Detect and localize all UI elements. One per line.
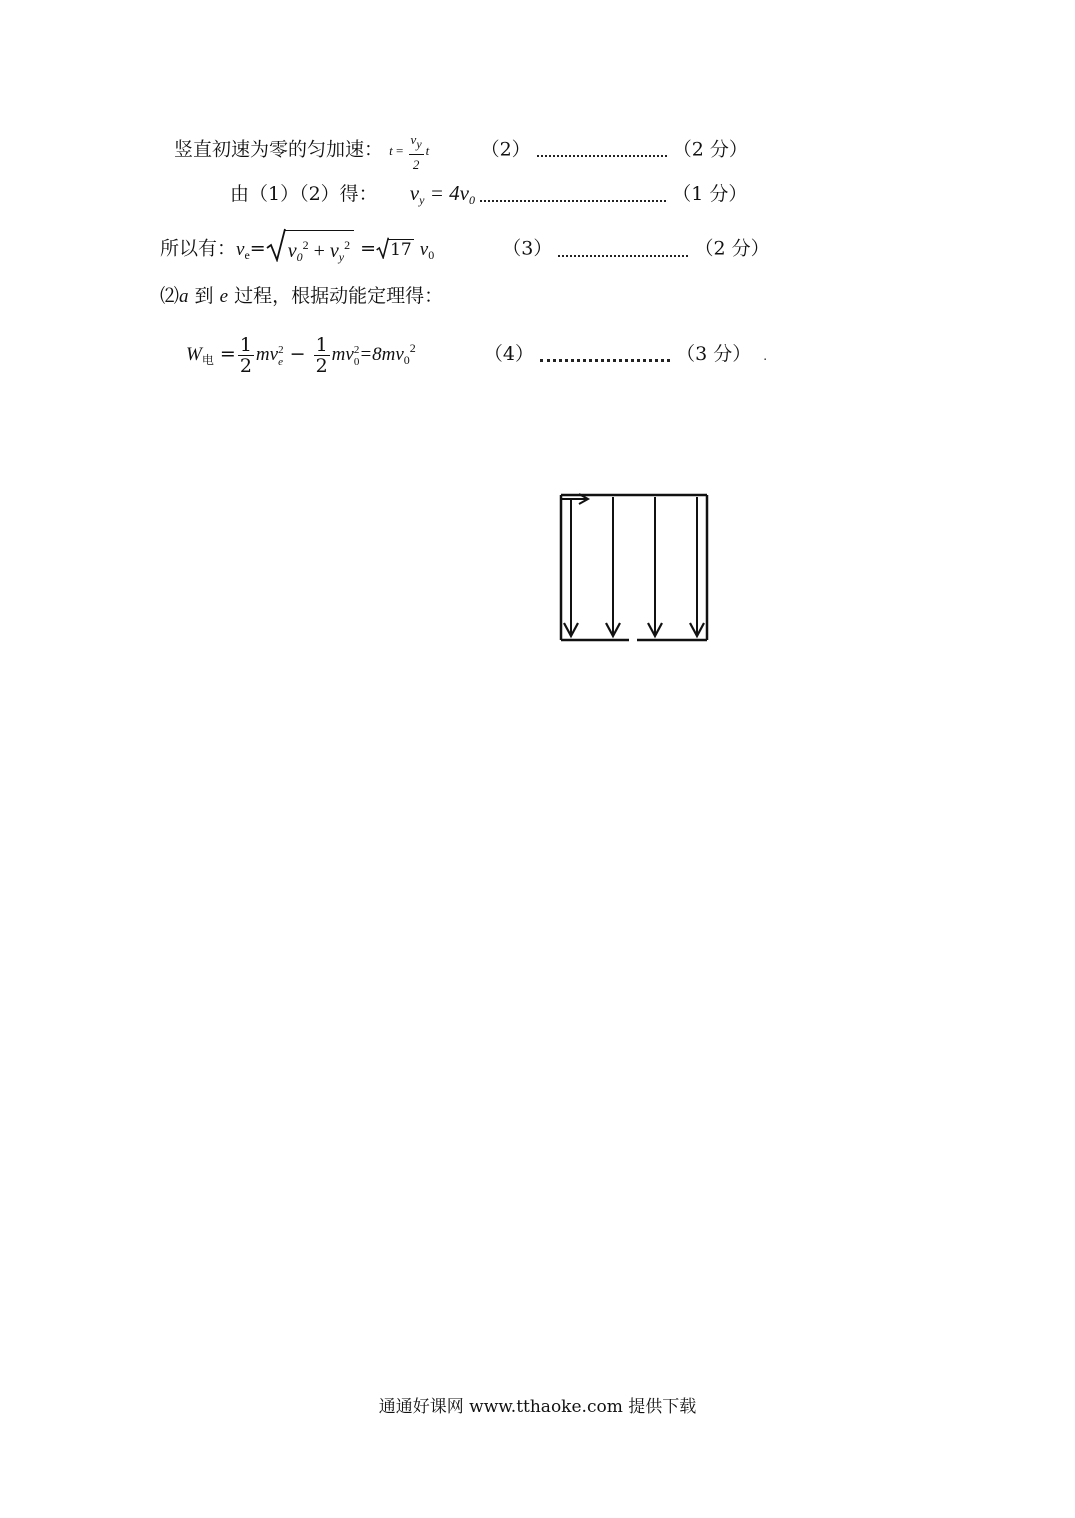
eq-v2-sub: 0 [468, 193, 475, 207]
electric-field-diagram [555, 488, 715, 648]
point-e: e [219, 286, 229, 307]
result [359, 341, 416, 367]
term1-sup: 2 [278, 343, 284, 356]
text-to: 到 [188, 285, 220, 307]
solution-line-3 [160, 230, 770, 269]
rad-vy: v [329, 240, 339, 262]
v0: v [419, 238, 429, 260]
text-process: 过程，根据动能定理得： [228, 285, 444, 307]
solution-line-1 [174, 130, 748, 175]
point-a: a [179, 286, 189, 307]
eq2: = [354, 237, 377, 260]
rad-sup2: 2 [344, 238, 351, 252]
frac2-num: 1 [315, 333, 328, 356]
work-symbol [186, 344, 214, 365]
frac2-den: 2 [315, 354, 328, 377]
dotted-leader [537, 143, 667, 157]
frac1-den: 2 [239, 354, 252, 377]
field-line-arrow-4 [690, 497, 704, 636]
frac-den: 2 [412, 157, 420, 172]
field-line-arrow-3 [648, 497, 662, 636]
term2 [331, 343, 360, 368]
page-footer: 通通好课网 www.tthaoke.com 提供下载 [378, 1397, 697, 1417]
line2-score: （1 分） [672, 183, 748, 205]
dotted-leader [480, 188, 666, 202]
term2-sup: 2 [353, 343, 360, 356]
term1-mv: mv [255, 344, 279, 365]
rad-v0: v [287, 240, 297, 262]
eq: = [249, 237, 266, 260]
term1-sub: e [278, 355, 283, 368]
eq: = [213, 343, 236, 365]
rad-plus: + [308, 240, 330, 262]
sqrt-icon [376, 237, 389, 259]
line2-equation [410, 181, 480, 205]
W: W [186, 344, 202, 365]
eq-v-sub: y [419, 193, 425, 207]
result-sup: 2 [409, 341, 416, 355]
fraction-one-half [238, 335, 254, 376]
sqrt17-expression [376, 237, 414, 262]
line3-score: （2 分） [694, 237, 770, 260]
v0-sub: 0 [428, 247, 435, 262]
line3-v0 [420, 239, 434, 260]
part-number: ⑵ [160, 285, 180, 307]
frac-num-sub: y [416, 137, 422, 151]
eq-v: v [409, 181, 420, 205]
rad-v0-sub: 0 [296, 250, 303, 264]
line3-tag: （3） [502, 237, 553, 260]
solution-line-2 [230, 181, 747, 212]
fraction-vy-over-2 [409, 130, 424, 175]
eq-rhs: = 4 [424, 181, 460, 205]
eq-t: t [389, 143, 393, 159]
dotted-leader [558, 243, 688, 257]
sqrt-expression [266, 230, 354, 269]
line3-ve [236, 239, 250, 260]
solution-line-4 [160, 284, 443, 309]
frac-num: v [410, 132, 417, 147]
line5-score: （3 分） [676, 343, 752, 365]
minus: − [283, 343, 312, 365]
sqrt17-value: 17 [390, 240, 412, 260]
term2-mv: mv [331, 344, 354, 365]
line3-label: 所以有： [160, 237, 237, 260]
term1 [255, 343, 284, 368]
field-line-arrow-2 [606, 497, 620, 636]
result-8mv: =8mv [359, 344, 404, 365]
sqrt-icon [266, 228, 286, 262]
trailing-dot: . [763, 349, 768, 363]
line1-tag: （2） [480, 138, 531, 161]
solution-line-5 [186, 326, 767, 382]
term2-sub: 0 [353, 355, 360, 368]
radicand [284, 230, 354, 269]
eq-v2: v [459, 181, 469, 205]
line1-score: （2 分） [672, 138, 748, 161]
ve-sub: e [244, 247, 250, 262]
rad-sup1: 2 [302, 238, 309, 252]
ve: v [236, 238, 245, 260]
fraction-one-half-2 [314, 335, 330, 376]
dotted-leader [540, 347, 670, 362]
frac1-num: 1 [239, 333, 252, 356]
rad-vy-sub: y [338, 250, 345, 264]
line5-tag: （4） [483, 343, 534, 365]
field-line-arrow-1 [564, 500, 578, 636]
line1-equation [389, 132, 432, 172]
W-sub: 电 [201, 353, 214, 367]
line1-label: 竖直初速为零的匀加速： [174, 138, 384, 161]
eq-t-tail: t [425, 143, 430, 159]
result-sub: 0 [403, 353, 410, 367]
eq-sign: = [392, 143, 407, 159]
line2-label: 由（1）（2）得： [230, 183, 378, 205]
